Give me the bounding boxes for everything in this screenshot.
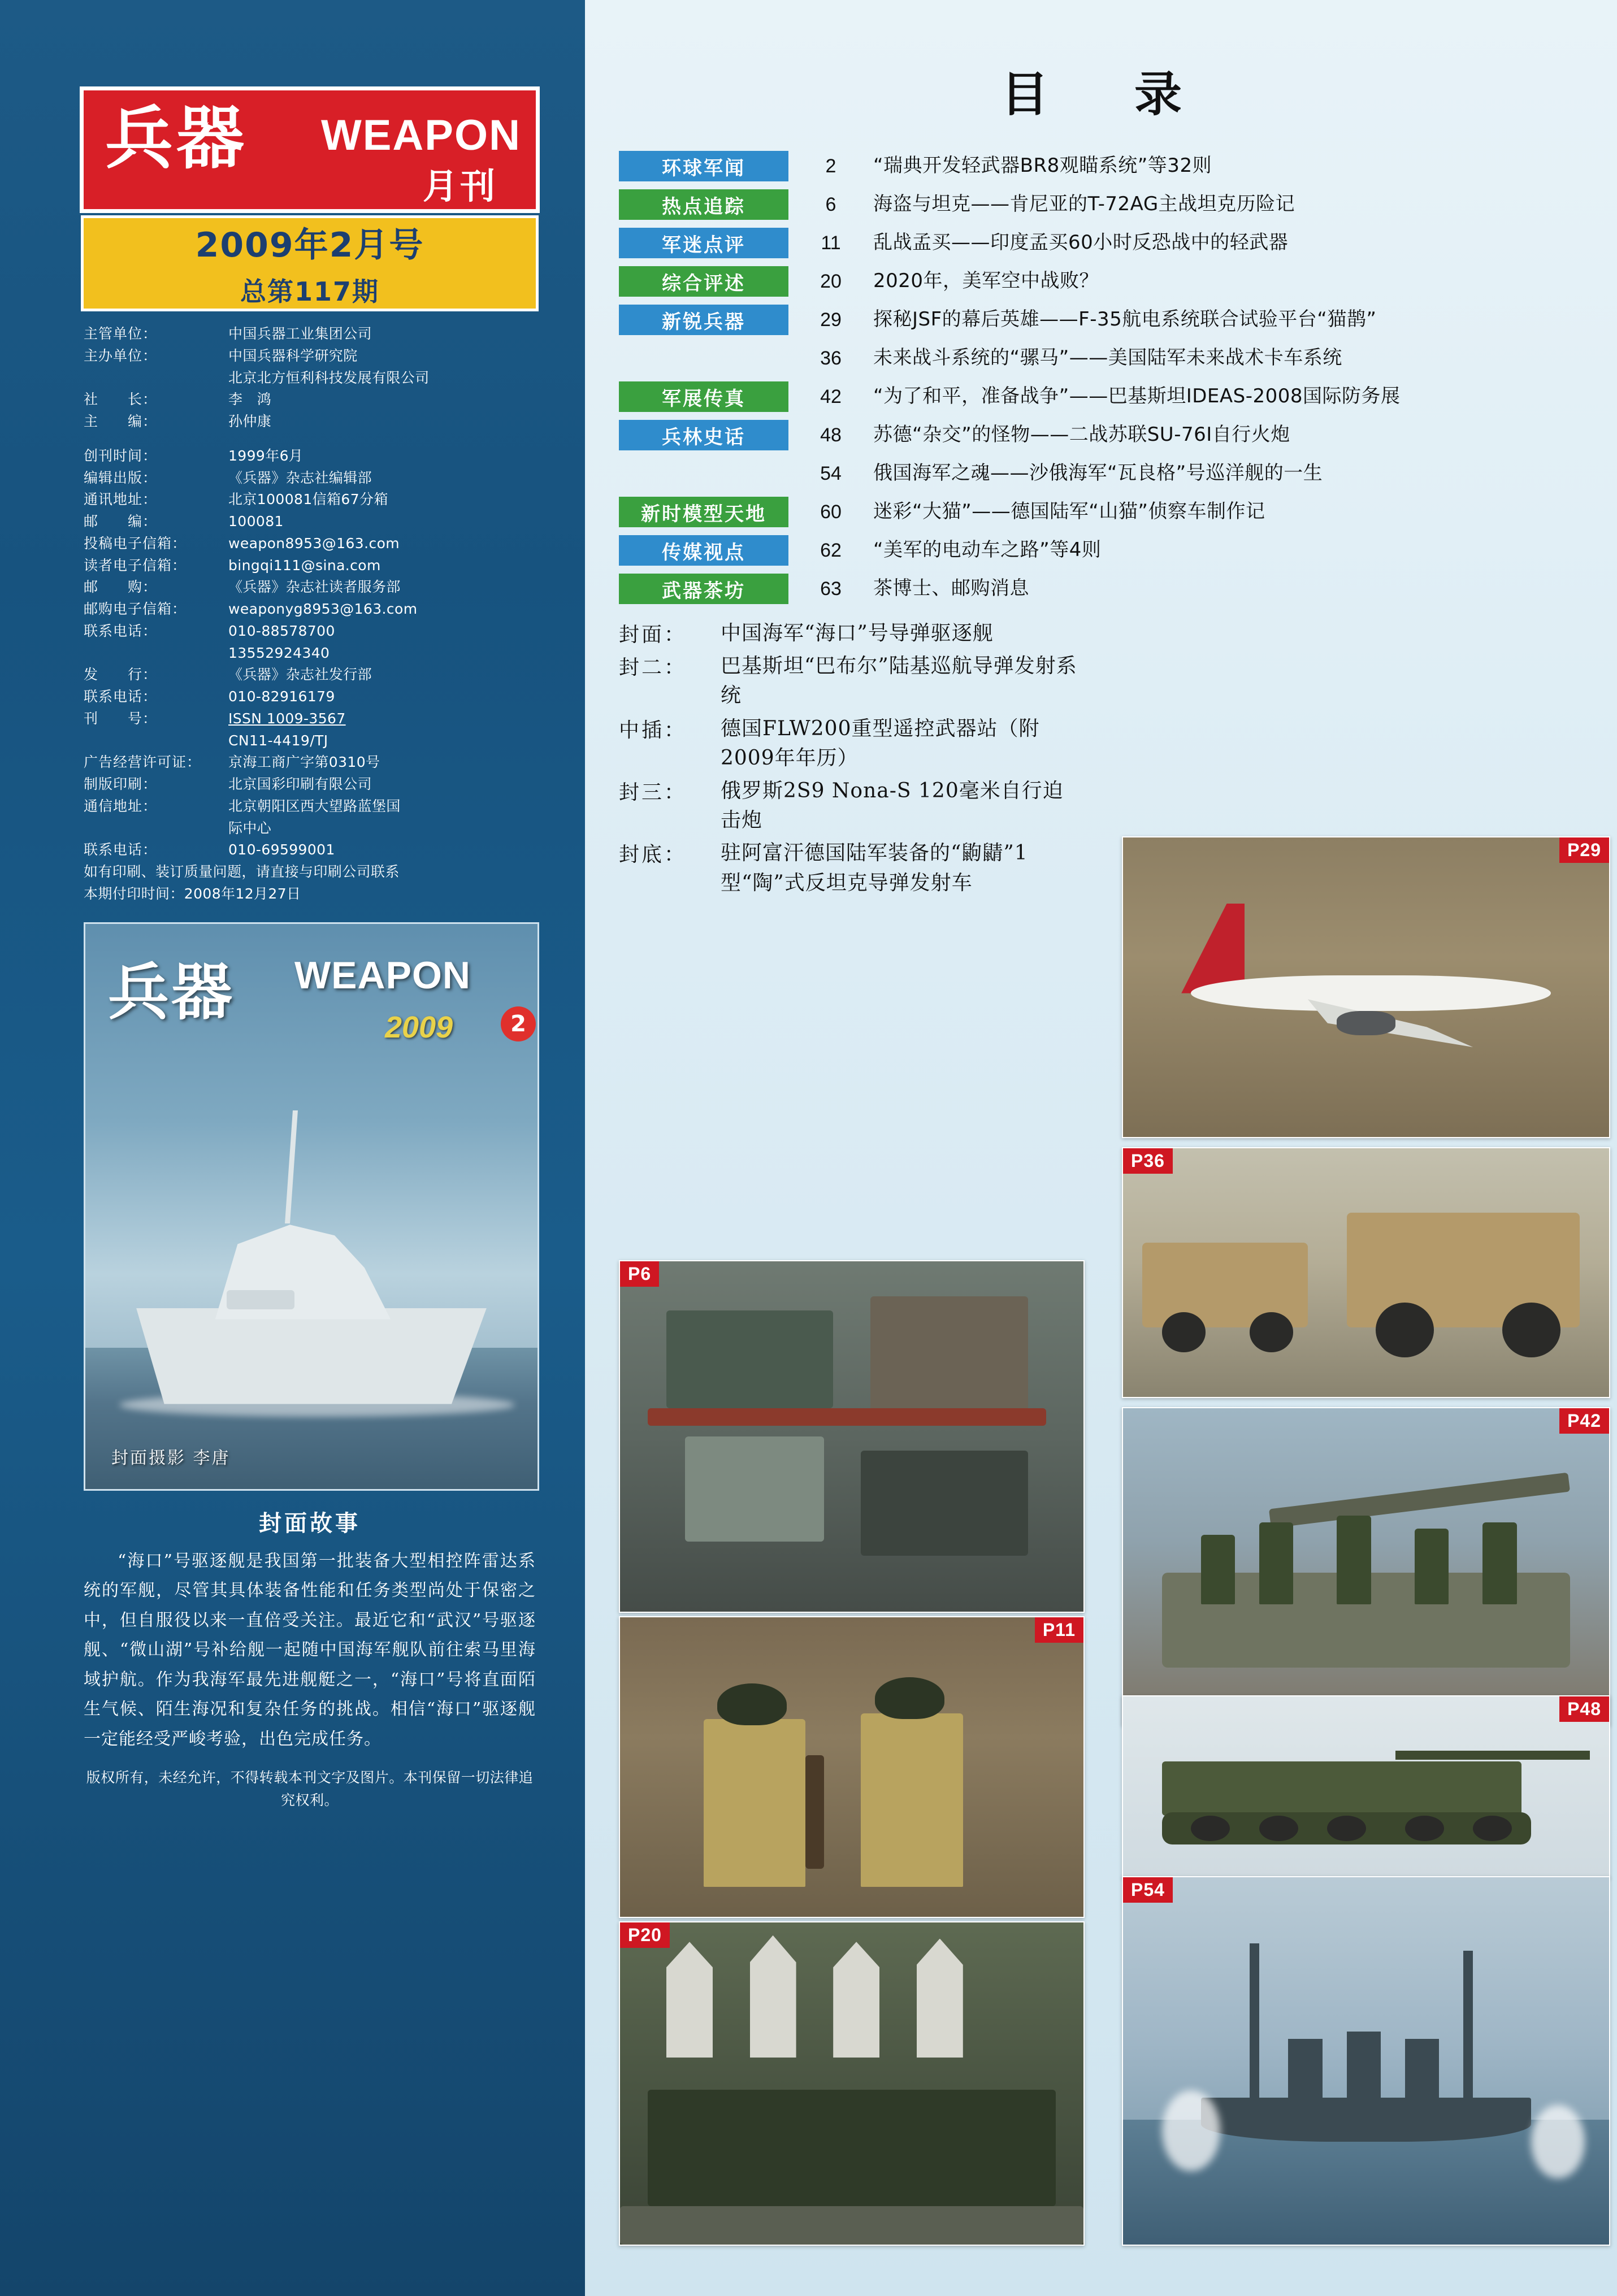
toc-row[interactable] <box>619 381 1577 412</box>
imprint-value: 北京100081信箱67分箱 <box>228 491 388 508</box>
imprint-row <box>84 620 536 643</box>
imprint-key: 邮购电子信箱： <box>84 601 187 617</box>
imprint-row <box>84 323 536 345</box>
shell-splash <box>1531 2105 1585 2178</box>
helmet <box>875 1677 944 1719</box>
toc-category-badge[interactable]: 传媒视点 <box>619 535 788 566</box>
photo-varyag-cruiser <box>1122 1876 1610 2246</box>
cover-desc-value: 巴基斯坦“巴布尔”陆基巡航导弹发射系统 <box>721 654 1077 708</box>
cover-desc-row <box>619 714 1082 773</box>
imprint-value: weaponyg8953@163.com <box>228 601 418 617</box>
wheel <box>1376 1303 1434 1357</box>
toc-page-number: 11 <box>821 232 841 254</box>
troop-formation <box>648 2090 1056 2206</box>
cover-thumbnail <box>84 922 539 1491</box>
person <box>1337 1516 1371 1604</box>
ship-mast <box>285 1110 298 1223</box>
imprint-value: 1999年6月 <box>228 447 304 464</box>
equipment-pipe <box>648 1408 1046 1426</box>
toc-row[interactable] <box>619 189 1577 220</box>
toc-list <box>585 151 1617 604</box>
imprint-row <box>84 708 536 730</box>
person <box>1259 1522 1293 1605</box>
imprint-key: 创刊时间： <box>84 447 158 464</box>
imprint-key: 通讯地址： <box>84 491 158 508</box>
cover-story-body <box>84 1547 536 1755</box>
toc-page-number: 2 <box>825 155 836 177</box>
toc-row[interactable] <box>619 151 1577 181</box>
equipment-panel <box>685 1436 824 1542</box>
cover-desc-row <box>619 839 1082 897</box>
imprint-row <box>84 576 536 598</box>
cover-year: 2009 <box>385 1010 453 1044</box>
ship-mast <box>1463 1951 1473 2105</box>
imprint-row <box>84 752 536 774</box>
police-officer <box>861 1713 963 1887</box>
wheel <box>1162 1312 1206 1352</box>
imprint-key: 联系电话： <box>84 622 158 639</box>
toc-category-badge[interactable]: 新时模型天地 <box>619 497 788 527</box>
cover-desc-value: 德国FLW200重型遥控武器站（附2009年年历） <box>721 717 1040 770</box>
imprint-note-1: 本期付印时间：2008年12月27日 <box>84 885 301 902</box>
cover-title-cn: 兵器 <box>108 957 235 1028</box>
wheel <box>1250 1312 1293 1352</box>
masthead-subtitle: 月刊 <box>423 166 498 207</box>
imprint-value: 中国兵器工业集团公司 <box>228 325 372 342</box>
toc-row[interactable] <box>619 574 1577 604</box>
toc-page-number: 29 <box>820 309 842 331</box>
equipment-panel <box>870 1296 1028 1416</box>
road-wheel <box>1259 1816 1298 1841</box>
cover-desc-value: 驻阿富汗德国陆军装备的“鼩鼱”1型“陶”式反坦克导弹发射车 <box>721 841 1028 895</box>
person <box>1415 1529 1449 1604</box>
imprint-row <box>84 389 536 411</box>
masthead-title-cn: 兵器 <box>105 99 248 178</box>
gun-barrel <box>1395 1751 1590 1760</box>
imprint-key: 邮 购： <box>84 579 158 596</box>
page-tag: P6 <box>620 1261 659 1287</box>
cover-story-paragraph: “海口”号驱逐舰是我国第一批装备大型相控阵雷达系统的军舰，尽管其具体装备性能和任务类型尚处于保密之中，但自服役以来一直倍受关注。最近它和“武汉”号驱逐舰、“微山湖”号补给舰一起随中国海军舰队前往索马里海域护航。作为我海军最先进舰艇之一，“海口”号将直面陌生气候、陌生海况和复杂任务的挑战。相信“海口”驱逐舰一定能经受严峻考验，出色完成任务。 <box>84 1551 536 1749</box>
imprint-value: CN11-4419/TJ <box>228 732 328 749</box>
imprint-key: 邮 编： <box>84 513 158 529</box>
photo-air-parade <box>619 1921 1085 2246</box>
road-wheel <box>1191 1816 1230 1841</box>
page-tag: P54 <box>1123 1877 1173 1903</box>
road-wheel <box>1473 1816 1512 1841</box>
photo-mumbai-police <box>619 1616 1085 1918</box>
cover-desc-key: 中插： <box>619 718 687 742</box>
cover-story-heading: 封面故事 <box>259 1510 361 1537</box>
imprint-row <box>84 686 536 708</box>
toc-page-number: 20 <box>820 271 842 292</box>
imprint-value: 北京国彩印刷有限公司 <box>228 776 372 792</box>
equipment-panel <box>861 1451 1028 1556</box>
imprint-key: 读者电子信箱： <box>84 557 187 574</box>
imprint-value: 孙仲康 <box>228 413 272 429</box>
imprint-key <box>84 367 228 389</box>
toc-category-badge[interactable]: 武器茶坊 <box>619 574 788 604</box>
wheel <box>1502 1303 1560 1357</box>
imprint-block <box>84 323 536 905</box>
imprint-value: 京海工商广字第0310号 <box>228 754 380 771</box>
person <box>1201 1535 1235 1604</box>
imprint-key: 联系电话： <box>84 688 158 705</box>
person <box>1482 1522 1516 1605</box>
toc-category-badge[interactable]: 兵林史话 <box>619 420 788 450</box>
ship-funnel <box>1288 2039 1322 2105</box>
toc-article-title[interactable]: “为了和平，准备战争”——巴基斯坦IDEAS-2008国际防务展 <box>873 385 1401 407</box>
police-officer <box>704 1719 805 1887</box>
cover-desc-row <box>619 652 1082 710</box>
page-tag: P20 <box>620 1922 670 1948</box>
road-wheel <box>1405 1816 1444 1841</box>
toc-row[interactable] <box>619 420 1577 450</box>
ship-hull <box>136 1308 487 1404</box>
imprint-value: 李 鸿 <box>228 391 272 408</box>
cover-desc-row <box>619 619 1082 648</box>
cover-descriptions <box>585 619 1082 898</box>
toc-page-number: 60 <box>820 501 842 523</box>
cover-desc-key: 封三： <box>619 780 687 804</box>
toc-page-number: 48 <box>820 424 842 446</box>
imprint-key: 主管单位： <box>84 325 158 342</box>
shell-splash <box>1162 2090 1220 2171</box>
right-panel <box>585 0 1617 2296</box>
imprint-row <box>84 511 536 533</box>
imprint-value: 100081 <box>228 513 284 529</box>
toc-article-title[interactable]: 苏德“杂交”的怪物——二战苏联SU-76I自行火炮 <box>873 423 1290 446</box>
imprint-row <box>84 839 536 861</box>
imprint-key: 刊 号： <box>84 710 158 727</box>
equipment-panel <box>666 1310 833 1409</box>
imprint-value: 13552924340 <box>228 644 330 661</box>
left-panel <box>0 0 585 2296</box>
cover-desc-value: 中国海军“海口”号导弹驱逐舰 <box>721 622 994 645</box>
toc-article-title[interactable]: 未来战斗系统的“骡马”——美国陆军未来战术卡车系统 <box>873 346 1342 369</box>
toc-category-badge[interactable]: 热点追踪 <box>619 189 788 220</box>
tarmac <box>620 2206 1083 2245</box>
page-tag: P42 <box>1559 1408 1609 1434</box>
toc-page-number: 42 <box>820 386 842 407</box>
copyright-note: 版权所有，未经允许，不得转载本刊文字及图片。本刊保留一切法律追究权利。 <box>86 1769 534 1808</box>
imprint-row <box>84 555 536 577</box>
toc-row[interactable] <box>619 266 1577 297</box>
helmet <box>717 1683 787 1725</box>
issue-box <box>84 218 536 309</box>
toc-row[interactable] <box>619 343 1577 374</box>
toc-page-number: 54 <box>820 463 842 484</box>
cover-desc-value: 俄罗斯2S9 Nona-S 120毫米自行迫击炮 <box>721 779 1064 832</box>
imprint-value: ISSN 1009-3567 <box>228 710 346 727</box>
toc-article-title[interactable]: 茶博士、邮购消息 <box>873 577 1029 600</box>
jet-engine <box>1337 1011 1395 1035</box>
toc-category-badge <box>619 458 788 489</box>
imprint-spacer <box>84 433 536 445</box>
cover-title-en: WEAPON <box>294 953 471 997</box>
toc-category-badge[interactable]: 环球军闻 <box>619 151 788 181</box>
vehicle-body-rear <box>1142 1243 1307 1327</box>
toc-row[interactable] <box>619 535 1577 566</box>
page-title: 目 录 <box>1000 66 1201 122</box>
photo-t72ag-interior <box>619 1260 1085 1613</box>
imprint-row <box>84 411 536 433</box>
imprint-value: 010-82916179 <box>228 688 335 705</box>
cover-desc-key: 封底： <box>619 843 687 867</box>
toc-page-number: 36 <box>820 348 842 369</box>
masthead <box>84 90 536 209</box>
toc-category-badge[interactable]: 新锐兵器 <box>619 305 788 335</box>
imprint-value: 010-69599001 <box>228 841 335 858</box>
imprint-key: 广告经营许可证： <box>84 754 202 771</box>
imprint-row <box>84 367 536 389</box>
imprint-row <box>84 445 536 467</box>
imprint-row <box>84 345 536 367</box>
page-tag: P36 <box>1123 1148 1173 1174</box>
page-tag: P29 <box>1559 837 1609 863</box>
toc-category-badge[interactable]: 军展传真 <box>619 381 788 412</box>
imprint-key: 主办单位： <box>84 347 158 364</box>
toc-article-title[interactable]: 俄国海军之魂——沙俄海军“瓦良格”号巡洋舰的一生 <box>873 462 1323 484</box>
toc-page-number: 6 <box>825 194 836 215</box>
road-wheel <box>1327 1816 1366 1841</box>
toc-article-title[interactable]: “美军的电动车之路”等4则 <box>873 539 1102 561</box>
toc-article-title[interactable]: 海盗与坦克——肯尼亚的T-72AG主战坦克历险记 <box>873 193 1295 215</box>
imprint-key: 社 长： <box>84 391 158 408</box>
photo-jsf-testbed <box>1122 836 1610 1138</box>
toc-row[interactable] <box>619 305 1577 335</box>
issue-number: 总第117期 <box>240 276 380 307</box>
imprint-key: 发 行： <box>84 666 158 683</box>
imprint-row <box>84 774 536 796</box>
cover-desc-row <box>619 776 1082 835</box>
imprint-value: 际中心 <box>228 819 272 836</box>
imprint-row <box>84 818 536 840</box>
photo-ftts-truck <box>1122 1147 1610 1398</box>
imprint-value: weapon8953@163.com <box>228 535 400 552</box>
toc-article-title[interactable]: “瑞典开发轻武器BR8观瞄系统”等32则 <box>873 154 1212 177</box>
imprint-value: 《兵器》杂志社发行部 <box>228 666 372 683</box>
imprint-key <box>84 730 228 752</box>
imprint-key: 投稿电子信箱： <box>84 535 187 552</box>
photo-ideas-expo <box>1122 1407 1610 1726</box>
imprint-key: 编辑出版： <box>84 469 158 486</box>
imprint-row <box>84 796 536 818</box>
cover-issue-badge: 2 <box>501 1006 536 1041</box>
imprint-key <box>84 643 228 665</box>
imprint-row <box>84 643 536 665</box>
imprint-row <box>84 598 536 620</box>
imprint-key: 制版印刷： <box>84 776 158 792</box>
toc-category-badge[interactable]: 综合评述 <box>619 266 788 297</box>
toc-page-number: 62 <box>820 540 842 561</box>
imprint-key <box>84 818 228 840</box>
imprint-note-0: 如有印刷、装订质量问题，请直接与印刷公司联系 <box>84 863 400 880</box>
issue-date: 2009年2月号 <box>195 225 424 265</box>
masthead-title-en: WEAPON <box>321 111 521 159</box>
rifle <box>805 1755 824 1869</box>
imprint-row <box>84 489 536 511</box>
toc-article-title[interactable]: 探秘JSF的幕后英雄——F-35航电系统联合试验平台“猫鹊” <box>873 308 1377 331</box>
toc-article-title[interactable]: 迷彩“大猫”——德国陆军“山猫”侦察车制作记 <box>873 500 1265 523</box>
photo-background <box>620 1617 1083 1917</box>
toc-row[interactable] <box>619 228 1577 258</box>
jet-fuselage <box>1191 975 1550 1012</box>
toc-article-title[interactable]: 2020年，美军空中战败？ <box>873 270 1099 292</box>
photo-su76i <box>1122 1695 1610 1878</box>
ship-turret <box>227 1290 294 1309</box>
cover-desc-key: 封面： <box>619 623 687 646</box>
cover-photo-credit: 封面摄影 李唐 <box>111 1448 231 1468</box>
imprint-value: bingqi111@sina.com <box>228 557 381 574</box>
imprint-row <box>84 730 536 752</box>
imprint-value: 010-88578700 <box>228 622 335 639</box>
imprint-row <box>84 664 536 686</box>
toc-page-number: 63 <box>820 578 842 600</box>
imprint-value: 《兵器》杂志社编辑部 <box>228 469 372 486</box>
toc-category-badge[interactable]: 军迷点评 <box>619 228 788 258</box>
page-tag: P48 <box>1559 1696 1609 1722</box>
toc-article-title[interactable]: 乱战孟买——印度孟买60小时反恐战中的轻武器 <box>873 231 1289 254</box>
imprint-value: 中国兵器科学研究院 <box>228 347 358 364</box>
imprint-key: 主 编： <box>84 413 158 429</box>
imprint-row <box>84 533 536 555</box>
toc-row[interactable] <box>619 497 1577 527</box>
imprint-row <box>84 467 536 489</box>
page-tag: P11 <box>1035 1617 1083 1643</box>
imprint-value: 北京朝阳区西大望路蓝堡国 <box>228 797 401 814</box>
imprint-value: 北京北方恒利科技发展有限公司 <box>228 369 430 386</box>
imprint-value: 《兵器》杂志社读者服务部 <box>228 579 401 596</box>
imprint-key: 通信地址： <box>84 797 158 814</box>
cover-desc-key: 封二： <box>619 656 687 680</box>
ship-mast <box>1250 1943 1259 2105</box>
ship-funnel <box>1347 2032 1381 2105</box>
imprint-key: 联系电话： <box>84 841 158 858</box>
toc-row[interactable] <box>619 458 1577 489</box>
ship-funnel <box>1405 2039 1439 2105</box>
vehicle-hull <box>1162 1761 1521 1816</box>
toc-category-badge <box>619 343 788 374</box>
